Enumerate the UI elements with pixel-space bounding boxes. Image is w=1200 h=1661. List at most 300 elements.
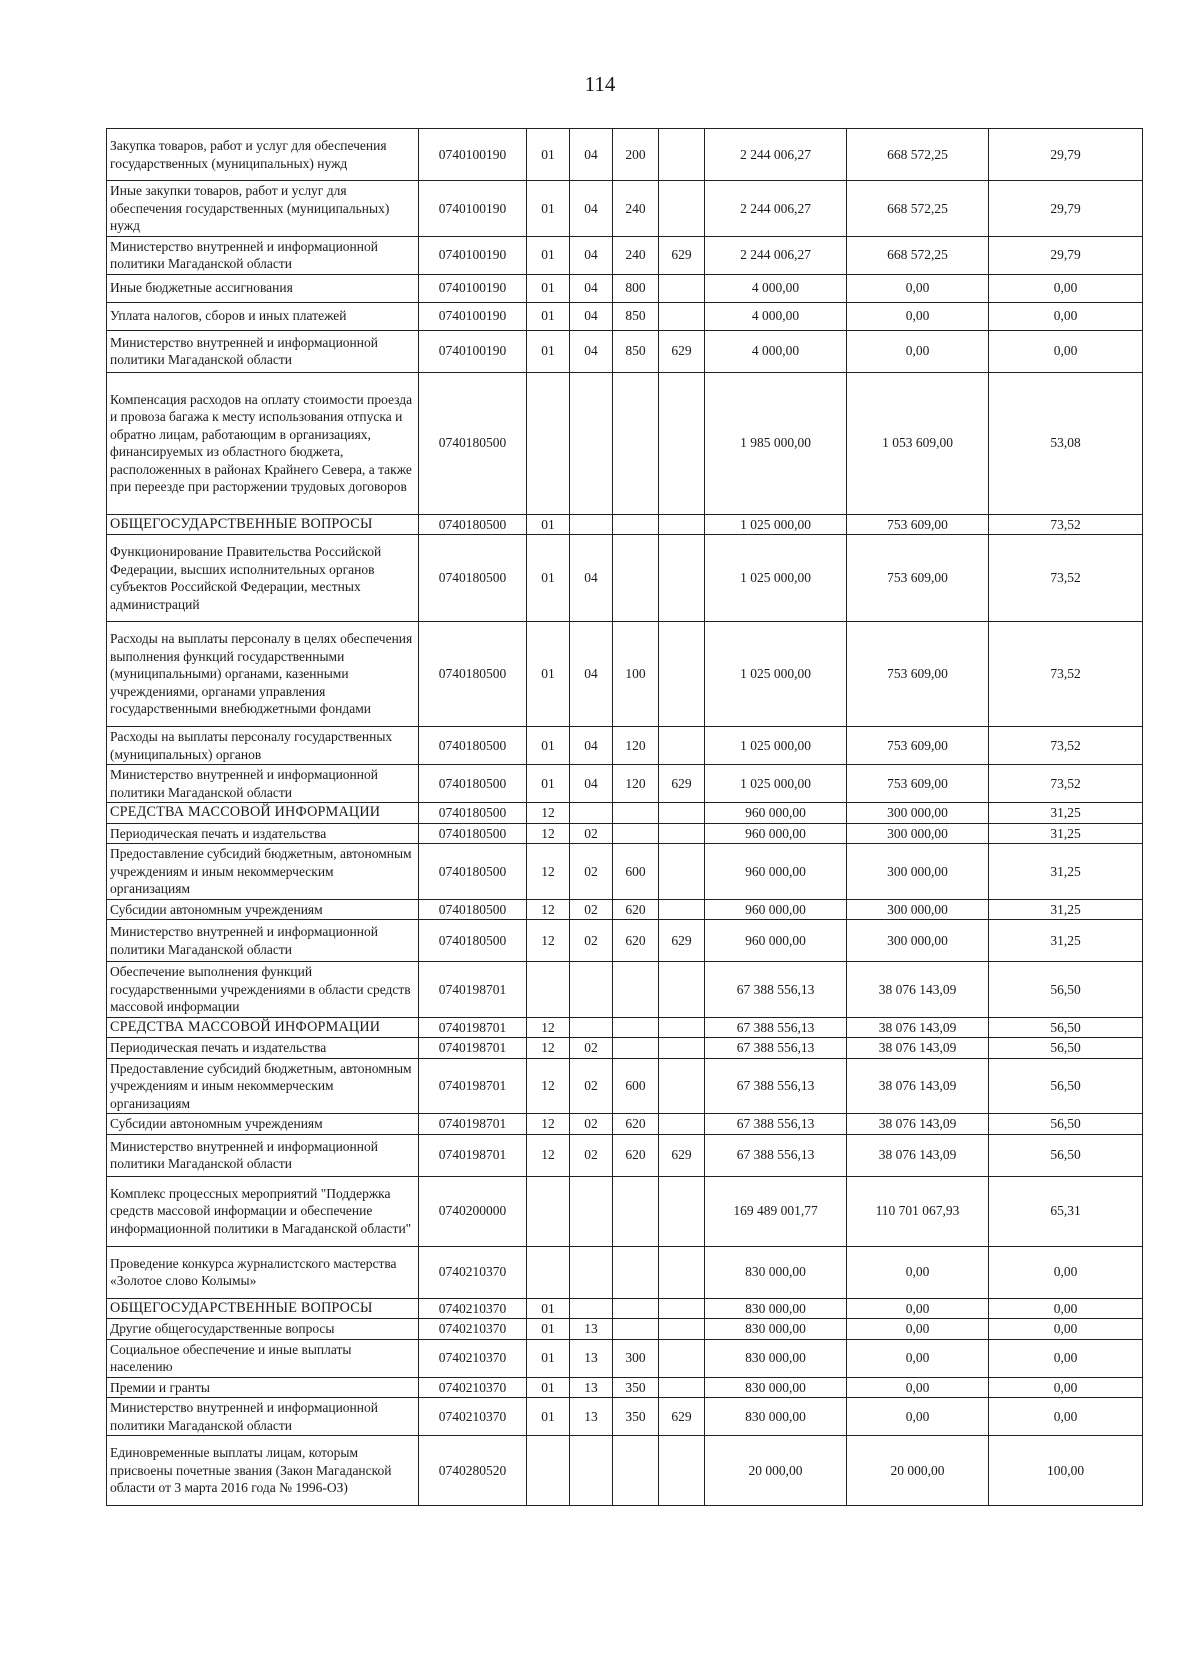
execution-percent: 31,25	[989, 844, 1143, 900]
row-name: Закупка товаров, работ и услуг для обеспечения государственных (муниципальных) нужд	[107, 129, 419, 181]
target-article-code: 0740210370	[419, 1298, 527, 1319]
admin-code	[659, 181, 705, 237]
table-row	[107, 727, 1143, 765]
execution-percent: 0,00	[989, 274, 1143, 302]
target-article-code: 0740198701	[419, 962, 527, 1018]
execution-percent: 0,00	[989, 1339, 1143, 1377]
fact-amount: 0,00	[847, 1398, 989, 1436]
table-row	[107, 1377, 1143, 1398]
row-name: Расходы на выплаты персоналу в целях обеспечения выполнения функций государственными (муниципальными) органами, казенными учреждениями, органами управления государственными внебюджетными фондами	[107, 622, 419, 727]
target-article-code: 0740180500	[419, 535, 527, 622]
fact-amount: 110 701 067,93	[847, 1176, 989, 1246]
admin-code	[659, 823, 705, 844]
plan-amount: 169 489 001,77	[705, 1176, 847, 1246]
plan-amount: 960 000,00	[705, 844, 847, 900]
target-article-code: 0740100190	[419, 129, 527, 181]
execution-percent: 29,79	[989, 236, 1143, 274]
plan-amount: 1 025 000,00	[705, 765, 847, 803]
row-name: Предоставление субсидий бюджетным, автономным учреждениям и иным некоммерческим организациям	[107, 1058, 419, 1114]
row-name: Министерство внутренней и информационной политики Магаданской области	[107, 236, 419, 274]
subsection-code: 04	[570, 129, 613, 181]
subsection-code: 04	[570, 622, 613, 727]
subsection-code: 02	[570, 1114, 613, 1135]
expense-type-code: 850	[613, 302, 659, 330]
section-code	[527, 1176, 570, 1246]
subsection-code: 04	[570, 302, 613, 330]
section-code	[527, 372, 570, 514]
section-code: 01	[527, 274, 570, 302]
table-row	[107, 1058, 1143, 1114]
plan-amount: 960 000,00	[705, 920, 847, 962]
table-row	[107, 962, 1143, 1018]
admin-code	[659, 1176, 705, 1246]
section-code: 01	[527, 1298, 570, 1319]
fact-amount: 753 609,00	[847, 535, 989, 622]
admin-code	[659, 803, 705, 824]
row-name: СРЕДСТВА МАССОВОЙ ИНФОРМАЦИИ	[107, 1017, 419, 1038]
row-name: Субсидии автономным учреждениям	[107, 1114, 419, 1135]
section-code: 12	[527, 920, 570, 962]
execution-percent: 0,00	[989, 330, 1143, 372]
section-code: 12	[527, 844, 570, 900]
subsection-code: 04	[570, 236, 613, 274]
subsection-code: 02	[570, 899, 613, 920]
row-name: Министерство внутренней и информационной политики Магаданской области	[107, 765, 419, 803]
subsection-code: 04	[570, 181, 613, 237]
plan-amount: 830 000,00	[705, 1339, 847, 1377]
table-row	[107, 236, 1143, 274]
table-row	[107, 920, 1143, 962]
target-article-code: 0740180500	[419, 727, 527, 765]
expense-type-code: 800	[613, 274, 659, 302]
row-name: Министерство внутренней и информационной политики Магаданской области	[107, 1398, 419, 1436]
section-code: 12	[527, 1058, 570, 1114]
execution-percent: 65,31	[989, 1176, 1143, 1246]
expense-type-code: 600	[613, 844, 659, 900]
target-article-code: 0740198701	[419, 1038, 527, 1059]
section-code: 12	[527, 823, 570, 844]
row-name: СРЕДСТВА МАССОВОЙ ИНФОРМАЦИИ	[107, 803, 419, 824]
fact-amount: 300 000,00	[847, 844, 989, 900]
section-code: 01	[527, 765, 570, 803]
execution-percent: 73,52	[989, 514, 1143, 535]
table-row	[107, 514, 1143, 535]
execution-percent: 0,00	[989, 1377, 1143, 1398]
fact-amount: 38 076 143,09	[847, 1038, 989, 1059]
table-row	[107, 765, 1143, 803]
admin-code: 629	[659, 1134, 705, 1176]
target-article-code: 0740198701	[419, 1114, 527, 1135]
subsection-code: 02	[570, 1058, 613, 1114]
execution-percent: 0,00	[989, 302, 1143, 330]
plan-amount: 2 244 006,27	[705, 236, 847, 274]
admin-code: 629	[659, 330, 705, 372]
row-name: Министерство внутренней и информационной политики Магаданской области	[107, 1134, 419, 1176]
row-name: Функционирование Правительства Российской Федерации, высших исполнительных органов субъектов Российской Федерации, местных администраций	[107, 535, 419, 622]
target-article-code: 0740210370	[419, 1377, 527, 1398]
target-article-code: 0740200000	[419, 1176, 527, 1246]
fact-amount: 0,00	[847, 1298, 989, 1319]
admin-code	[659, 1319, 705, 1340]
plan-amount: 20 000,00	[705, 1436, 847, 1506]
table-row	[107, 129, 1143, 181]
target-article-code: 0740100190	[419, 274, 527, 302]
plan-amount: 830 000,00	[705, 1377, 847, 1398]
subsection-code: 04	[570, 535, 613, 622]
target-article-code: 0740100190	[419, 236, 527, 274]
expense-type-code	[613, 535, 659, 622]
admin-code	[659, 1038, 705, 1059]
subsection-code	[570, 1298, 613, 1319]
plan-amount: 4 000,00	[705, 330, 847, 372]
row-name: Периодическая печать и издательства	[107, 823, 419, 844]
subsection-code: 02	[570, 844, 613, 900]
table-row	[107, 181, 1143, 237]
section-code: 12	[527, 1038, 570, 1059]
admin-code	[659, 899, 705, 920]
expense-type-code	[613, 823, 659, 844]
subsection-code: 13	[570, 1398, 613, 1436]
subsection-code	[570, 1436, 613, 1506]
admin-code: 629	[659, 236, 705, 274]
subsection-code	[570, 1176, 613, 1246]
fact-amount: 20 000,00	[847, 1436, 989, 1506]
section-code: 01	[527, 1339, 570, 1377]
execution-percent: 0,00	[989, 1298, 1143, 1319]
row-name: Министерство внутренней и информационной политики Магаданской области	[107, 330, 419, 372]
table-row	[107, 372, 1143, 514]
expense-type-code	[613, 1176, 659, 1246]
execution-percent: 29,79	[989, 129, 1143, 181]
table-row	[107, 844, 1143, 900]
admin-code	[659, 962, 705, 1018]
admin-code	[659, 844, 705, 900]
fact-amount: 300 000,00	[847, 920, 989, 962]
plan-amount: 830 000,00	[705, 1246, 847, 1298]
page-number: 114	[584, 72, 616, 96]
row-name: Компенсация расходов на оплату стоимости проезда и провоза багажа к месту использования отпуска и обратно лицам, работающим в организациях, финансируемых из областного бюджета, расположенных в районах Крайнего Севера, а также при переезде при расторжении трудовых договоров	[107, 372, 419, 514]
expense-type-code	[613, 1319, 659, 1340]
admin-code	[659, 1339, 705, 1377]
execution-percent: 31,25	[989, 920, 1143, 962]
admin-code	[659, 1246, 705, 1298]
plan-amount: 830 000,00	[705, 1398, 847, 1436]
table-row	[107, 1246, 1143, 1298]
section-code: 01	[527, 514, 570, 535]
fact-amount: 300 000,00	[847, 823, 989, 844]
target-article-code: 0740100190	[419, 181, 527, 237]
section-code: 01	[527, 535, 570, 622]
target-article-code: 0740100190	[419, 302, 527, 330]
execution-percent: 56,50	[989, 1017, 1143, 1038]
row-name: Проведение конкурса журналистского мастерства «Золотое слово Колымы»	[107, 1246, 419, 1298]
admin-code: 629	[659, 765, 705, 803]
table-row	[107, 899, 1143, 920]
subsection-code: 13	[570, 1377, 613, 1398]
execution-percent: 31,25	[989, 899, 1143, 920]
execution-percent: 0,00	[989, 1319, 1143, 1340]
section-code: 01	[527, 302, 570, 330]
subsection-code	[570, 514, 613, 535]
expense-type-code: 120	[613, 765, 659, 803]
row-name: ОБЩЕГОСУДАРСТВЕННЫЕ ВОПРОСЫ	[107, 1298, 419, 1319]
table-body	[107, 129, 1143, 1506]
fact-amount: 668 572,25	[847, 181, 989, 237]
plan-amount: 67 388 556,13	[705, 1038, 847, 1059]
table-row	[107, 1114, 1143, 1135]
execution-percent: 29,79	[989, 181, 1143, 237]
plan-amount: 960 000,00	[705, 803, 847, 824]
section-code: 01	[527, 129, 570, 181]
fact-amount: 38 076 143,09	[847, 962, 989, 1018]
plan-amount: 67 388 556,13	[705, 1134, 847, 1176]
fact-amount: 0,00	[847, 274, 989, 302]
target-article-code: 0740198701	[419, 1134, 527, 1176]
row-name: Иные закупки товаров, работ и услуг для обеспечения государственных (муниципальных) нужд	[107, 181, 419, 237]
table-row	[107, 1134, 1143, 1176]
subsection-code: 02	[570, 1038, 613, 1059]
section-code: 12	[527, 899, 570, 920]
expense-type-code	[613, 1246, 659, 1298]
table-row	[107, 1017, 1143, 1038]
row-name: ОБЩЕГОСУДАРСТВЕННЫЕ ВОПРОСЫ	[107, 514, 419, 535]
section-code: 01	[527, 1377, 570, 1398]
subsection-code: 04	[570, 765, 613, 803]
admin-code	[659, 1436, 705, 1506]
plan-amount: 1 025 000,00	[705, 622, 847, 727]
row-name: Обеспечение выполнения функций государственными учреждениями в области средств массовой информации	[107, 962, 419, 1018]
fact-amount: 1 053 609,00	[847, 372, 989, 514]
table-row	[107, 622, 1143, 727]
admin-code	[659, 372, 705, 514]
section-code: 01	[527, 1319, 570, 1340]
fact-amount: 0,00	[847, 1319, 989, 1340]
row-name: Единовременные выплаты лицам, которым присвоены почетные звания (Закон Магаданской области от 3 марта 2016 года № 1996-ОЗ)	[107, 1436, 419, 1506]
table-row	[107, 1339, 1143, 1377]
target-article-code: 0740180500	[419, 514, 527, 535]
admin-code: 629	[659, 920, 705, 962]
expense-type-code	[613, 372, 659, 514]
admin-code	[659, 514, 705, 535]
expense-type-code	[613, 1298, 659, 1319]
expense-type-code: 240	[613, 236, 659, 274]
execution-percent: 31,25	[989, 823, 1143, 844]
row-name: Другие общегосударственные вопросы	[107, 1319, 419, 1340]
plan-amount: 67 388 556,13	[705, 1058, 847, 1114]
admin-code	[659, 129, 705, 181]
expense-type-code	[613, 1436, 659, 1506]
plan-amount: 830 000,00	[705, 1319, 847, 1340]
target-article-code: 0740180500	[419, 899, 527, 920]
target-article-code: 0740210370	[419, 1398, 527, 1436]
section-code: 01	[527, 181, 570, 237]
section-code: 01	[527, 330, 570, 372]
plan-amount: 67 388 556,13	[705, 962, 847, 1018]
subsection-code: 13	[570, 1339, 613, 1377]
section-code: 01	[527, 1398, 570, 1436]
execution-percent: 0,00	[989, 1398, 1143, 1436]
fact-amount: 0,00	[847, 330, 989, 372]
execution-percent: 73,52	[989, 765, 1143, 803]
execution-percent: 73,52	[989, 727, 1143, 765]
target-article-code: 0740180500	[419, 920, 527, 962]
plan-amount: 830 000,00	[705, 1298, 847, 1319]
expense-type-code: 300	[613, 1339, 659, 1377]
plan-amount: 67 388 556,13	[705, 1017, 847, 1038]
fact-amount: 668 572,25	[847, 236, 989, 274]
subsection-code: 04	[570, 330, 613, 372]
section-code: 01	[527, 622, 570, 727]
fact-amount: 0,00	[847, 1339, 989, 1377]
table-row	[107, 1319, 1143, 1340]
plan-amount: 67 388 556,13	[705, 1114, 847, 1135]
row-name: Премии и гранты	[107, 1377, 419, 1398]
table-row	[107, 274, 1143, 302]
fact-amount: 38 076 143,09	[847, 1017, 989, 1038]
admin-code	[659, 535, 705, 622]
section-code: 12	[527, 1134, 570, 1176]
expense-type-code: 350	[613, 1377, 659, 1398]
execution-percent: 56,50	[989, 1038, 1143, 1059]
table-row	[107, 803, 1143, 824]
row-name: Социальное обеспечение и иные выплаты населению	[107, 1339, 419, 1377]
plan-amount: 960 000,00	[705, 899, 847, 920]
section-code	[527, 1436, 570, 1506]
subsection-code: 02	[570, 1134, 613, 1176]
subsection-code: 04	[570, 274, 613, 302]
table-row	[107, 1038, 1143, 1059]
expense-type-code: 350	[613, 1398, 659, 1436]
table-row	[107, 302, 1143, 330]
row-name: Предоставление субсидий бюджетным, автономным учреждениям и иным некоммерческим организациям	[107, 844, 419, 900]
row-name: Уплата налогов, сборов и иных платежей	[107, 302, 419, 330]
admin-code	[659, 302, 705, 330]
plan-amount: 960 000,00	[705, 823, 847, 844]
execution-percent: 56,50	[989, 1058, 1143, 1114]
target-article-code: 0740210370	[419, 1246, 527, 1298]
expense-type-code: 620	[613, 1134, 659, 1176]
subsection-code: 02	[570, 920, 613, 962]
fact-amount: 753 609,00	[847, 514, 989, 535]
expense-type-code	[613, 1038, 659, 1059]
expense-type-code: 240	[613, 181, 659, 237]
fact-amount: 38 076 143,09	[847, 1134, 989, 1176]
subsection-code	[570, 372, 613, 514]
target-article-code: 0740198701	[419, 1058, 527, 1114]
plan-amount: 4 000,00	[705, 302, 847, 330]
table-row	[107, 1436, 1143, 1506]
table-row	[107, 823, 1143, 844]
fact-amount: 753 609,00	[847, 622, 989, 727]
subsection-code: 13	[570, 1319, 613, 1340]
row-name: Субсидии автономным учреждениям	[107, 899, 419, 920]
fact-amount: 0,00	[847, 302, 989, 330]
subsection-code: 02	[570, 823, 613, 844]
plan-amount: 1 985 000,00	[705, 372, 847, 514]
table-row	[107, 535, 1143, 622]
expense-type-code: 620	[613, 899, 659, 920]
plan-amount: 2 244 006,27	[705, 181, 847, 237]
plan-amount: 1 025 000,00	[705, 727, 847, 765]
table-row	[107, 1176, 1143, 1246]
fact-amount: 300 000,00	[847, 899, 989, 920]
target-article-code: 0740210370	[419, 1339, 527, 1377]
admin-code	[659, 1058, 705, 1114]
row-name: Иные бюджетные ассигнования	[107, 274, 419, 302]
target-article-code: 0740198701	[419, 1017, 527, 1038]
admin-code	[659, 622, 705, 727]
section-code: 01	[527, 727, 570, 765]
fact-amount: 38 076 143,09	[847, 1114, 989, 1135]
expense-type-code: 100	[613, 622, 659, 727]
execution-percent: 53,08	[989, 372, 1143, 514]
execution-percent: 56,50	[989, 1114, 1143, 1135]
expense-type-code: 850	[613, 330, 659, 372]
table-row	[107, 1398, 1143, 1436]
fact-amount: 668 572,25	[847, 129, 989, 181]
row-name: Министерство внутренней и информационной политики Магаданской области	[107, 920, 419, 962]
target-article-code: 0740280520	[419, 1436, 527, 1506]
row-name: Комплекс процессных мероприятий "Поддержка средств массовой информации и обеспечение информационной политики в Магаданской области"	[107, 1176, 419, 1246]
execution-percent: 73,52	[989, 535, 1143, 622]
plan-amount: 1 025 000,00	[705, 514, 847, 535]
target-article-code: 0740180500	[419, 372, 527, 514]
admin-code	[659, 1298, 705, 1319]
plan-amount: 2 244 006,27	[705, 129, 847, 181]
target-article-code: 0740180500	[419, 622, 527, 727]
target-article-code: 0740180500	[419, 844, 527, 900]
expense-type-code: 120	[613, 727, 659, 765]
subsection-code	[570, 1246, 613, 1298]
section-code	[527, 962, 570, 1018]
section-code: 12	[527, 1017, 570, 1038]
execution-percent: 73,52	[989, 622, 1143, 727]
admin-code: 629	[659, 1398, 705, 1436]
execution-percent: 0,00	[989, 1246, 1143, 1298]
subsection-code: 04	[570, 727, 613, 765]
target-article-code: 0740180500	[419, 803, 527, 824]
fact-amount: 753 609,00	[847, 765, 989, 803]
expense-type-code: 200	[613, 129, 659, 181]
expense-type-code	[613, 1017, 659, 1038]
row-name: Расходы на выплаты персоналу государственных (муниципальных) органов	[107, 727, 419, 765]
target-article-code: 0740180500	[419, 823, 527, 844]
plan-amount: 1 025 000,00	[705, 535, 847, 622]
admin-code	[659, 274, 705, 302]
plan-amount: 4 000,00	[705, 274, 847, 302]
expense-type-code: 620	[613, 920, 659, 962]
budget-table	[106, 128, 1143, 1506]
section-code: 12	[527, 1114, 570, 1135]
target-article-code: 0740180500	[419, 765, 527, 803]
admin-code	[659, 1114, 705, 1135]
execution-percent: 100,00	[989, 1436, 1143, 1506]
subsection-code	[570, 1017, 613, 1038]
expense-type-code: 600	[613, 1058, 659, 1114]
fact-amount: 300 000,00	[847, 803, 989, 824]
expense-type-code	[613, 803, 659, 824]
row-name: Периодическая печать и издательства	[107, 1038, 419, 1059]
section-code: 12	[527, 803, 570, 824]
table-row	[107, 1298, 1143, 1319]
expense-type-code	[613, 962, 659, 1018]
target-article-code: 0740100190	[419, 330, 527, 372]
subsection-code	[570, 803, 613, 824]
execution-percent: 56,50	[989, 962, 1143, 1018]
admin-code	[659, 1377, 705, 1398]
admin-code	[659, 1017, 705, 1038]
target-article-code: 0740210370	[419, 1319, 527, 1340]
